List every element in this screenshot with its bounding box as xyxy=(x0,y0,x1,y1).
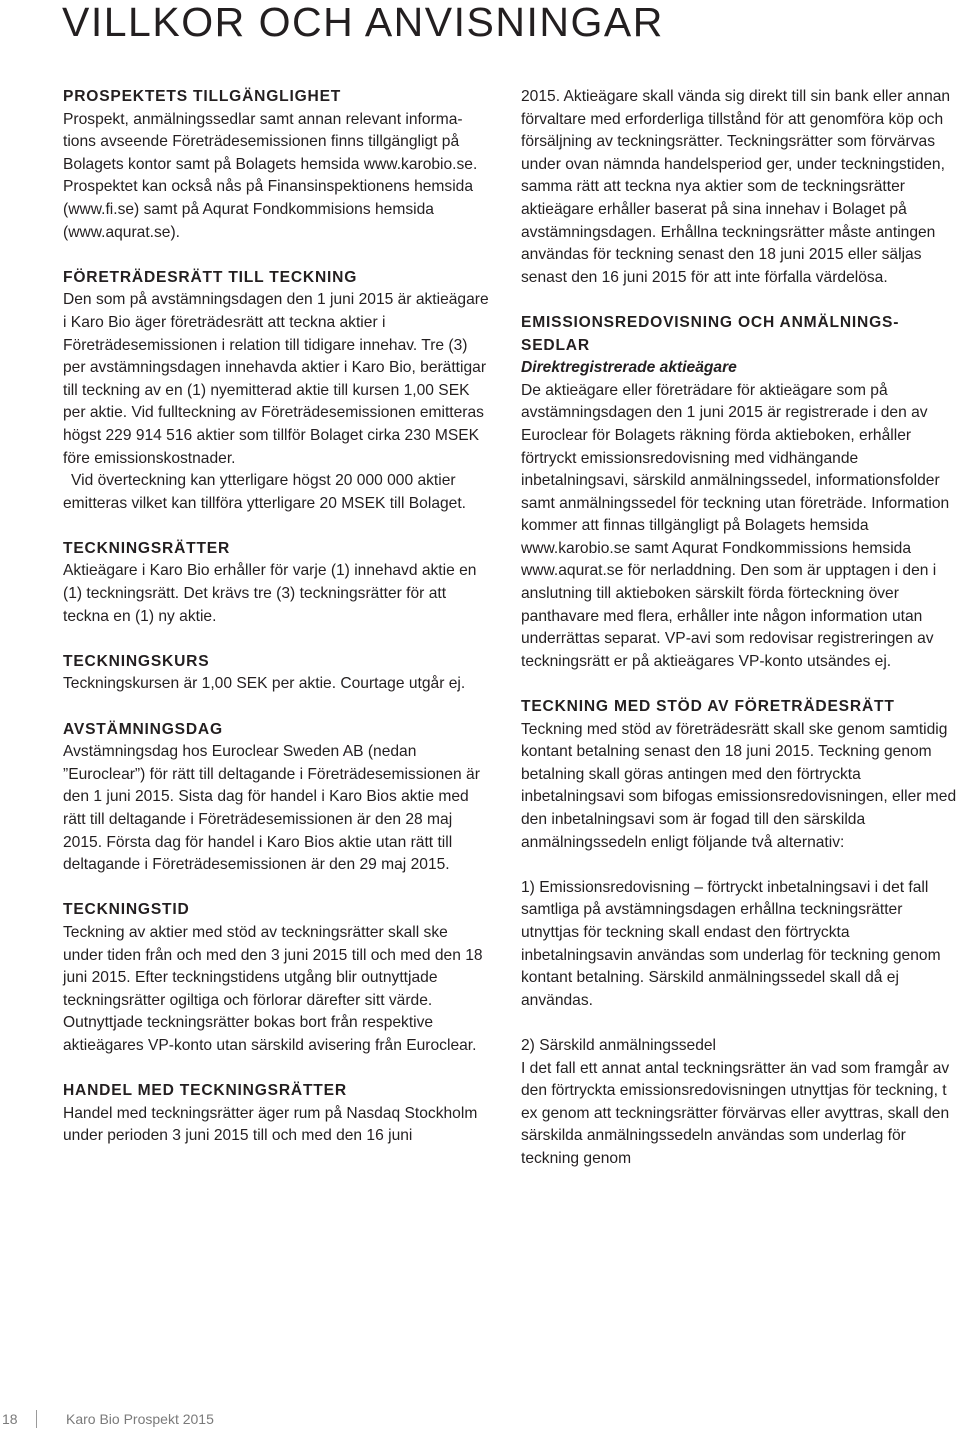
page-number: 18 xyxy=(2,1411,18,1427)
section-heading: PROSPEKTETS TILLGÄNGLIGHET xyxy=(63,88,342,105)
footer-divider xyxy=(36,1410,37,1428)
section-body: Prospekt, anmälningssedlar samt annan relevant informa-tions avseende Företrädesemissionen finns tillgängligt på Bolagets kontor samt på Bolagets hemsida www.karobio.se. Prospektet kan också nås på Finansinspektionens hemsida (www.fi.se) samt på Aqurat Fondkommisions hemsida (www.aqurat.se). xyxy=(63,110,478,241)
section-body: Teckning av aktier med stöd av teckningsrätter skall ske under tiden från och med den 3 juni 2015 till och med den 18 juni 2015. Efter teckningstidens utgång blir outnyttjade teckningsrätter ogiltiga och förlorar därefter sitt värde. Outnyttjade teckningsrätter bokas bort från respektive aktieägares VP-konto utan särskild avisering från Euroclear. xyxy=(63,923,483,1054)
section-body: Aktieägare i Karo Bio erhåller för varje (1) innehavd aktie en (1) teckningsrätt. Det krävs tre (3) teckningsrätter för att teckna en (1) ny aktie. xyxy=(63,562,477,625)
section-body: Vid överteckning kan ytterligare högst 20 000 000 aktier emitteras vilket kan tillföra ytterligare 20 MSEK till Bolaget. xyxy=(63,472,467,512)
section-foretradesratt xyxy=(63,267,491,516)
section-teckningskurs xyxy=(63,651,491,696)
right-column xyxy=(521,86,957,1171)
page-title: VILLKOR OCH ANVISNINGAR xyxy=(62,0,664,45)
section-heading: TECKNINGSRÄTTER xyxy=(63,539,231,557)
section-body: Handel med teckningsrätter äger rum på Nasdaq Stockholm under perioden 3 juni 2015 till och med den 16 juni xyxy=(63,1104,478,1145)
section-body: De aktieägare eller företrädare för aktieägare som på avstämningsdagen den 1 juni 2015 är registrerade i den av Euroclear för Bolagets räkning förda aktieboken, erhåller förtryckt emissionsredovisning med vidhängande inbetalningsavi, särskild anmälningssedel, informationsfolder samt anmälningssedel för teckning utan företräde. Information kommer att finnas tillgängligt på Bolagets hemsida www.karobio.se samt Aqurat Fondkommissions hemsida www.aqurat.se för nerladdning. Den som är upptagen i den i anslutning till aktieboken särskilt förda förteckning över panthavare med flera, erhåller inte någon information utan underrättas separat. VP-avi som redovisar registreringen av teckningsrätt er på aktieägares VP-konto utsändes ej. xyxy=(521,381,950,670)
continued-text: 2015. Aktieägare skall vända sig direkt till sin bank eller annan förvaltare med erforderliga tillstånd för att genomföra köp och försäljning av teckningsrätter. Teckningsrätter som förvärvas under ovan nämnda handelsperiod ger, under teckningstiden, samma rätt att teckna nya aktier som de teckningsrätter aktieägare erhåller baserat på sina innehav i Bolaget på avstämningsdagen. Erhållna teckningsrätter måste antingen användas för teckning senast den 18 juni 2015 eller säljas senast den 16 juni 2015 för att inte förfalla värdelösa. xyxy=(521,88,951,286)
section-heading: FÖRETRÄDESRÄTT TILL TECKNING xyxy=(63,268,358,286)
alternative-1: 1) Emissionsredovisning – förtryckt inbetalningsavi i det fall samtliga på avstämningsdagen erhållna teckningsrätter utnyttjas för teckning skall endast den förtryckta inbetalningsavin användas som underlag för teckning genom kontant betalning. Särskild anmälningssedel skall då ej användas. xyxy=(521,878,941,1009)
section-body: Teckning med stöd av företrädesrätt skall ske genom samtidig kontant betalning senast den 18 juni 2015. Teckning genom betalning skall göras antingen med den förtryckta inbetalningsavi som bifogas emissionsredovisningen, eller med den inbetalningsavi som är fogad till den särskilda anmälningssedeln enligt följande två alternativ: xyxy=(521,720,957,851)
section-emissionsredovisning xyxy=(521,312,957,674)
section-heading: EMISSIONSREDOVISNING OCH ANMÄLNINGS-SEDLAR xyxy=(521,313,900,354)
section-body: Den som på avstämningsdagen den 1 juni 2015 är aktieägare i Karo Bio äger företrädesrätt att teckna aktier i Företrädesemissionen i relation till tidigare innehav. Tre (3) per avstämningsdagen innehavda aktier i Karo Bio, berättigar till teckning av en (1) nyemitterad aktie till kursen 1,00 SEK per aktie. Vid fullteckning av Företrädesemissionen emitteras högst 229 914 516 aktier som tillför Bolaget cirka 230 MSEK före emissionskostnader. xyxy=(63,291,489,467)
section-handel-med-teckningsratter xyxy=(63,1080,491,1148)
section-heading: TECKNINGSTID xyxy=(63,901,190,919)
section-subheading: Direktregistrerade aktieägare xyxy=(521,359,737,377)
section-heading: HANDEL MED TECKNINGSRÄTTER xyxy=(63,1082,347,1100)
section-heading: AVSTÄMNINGSDAG xyxy=(63,720,223,738)
section-avstamningsdag xyxy=(63,719,491,877)
publication-name: Karo Bio Prospekt 2015 xyxy=(66,1411,214,1427)
alternative-2-title: 2) Särskild anmälningssedel xyxy=(521,1036,717,1054)
section-body: Avstämningsdag hos Euroclear Sweden AB (nedan ”Euroclear”) för rätt till deltagande i Företrädesemissionen är den 1 juni 2015. Sista dag för handel i Karo Bios aktie med rätt till deltagande i Företrädesemissionen är den 28 maj 2015. Första dag för handel i Karo Bios aktie utan rätt till deltagande i Företrädesemissionen är den 29 maj 2015. xyxy=(63,743,480,874)
left-column xyxy=(63,86,491,1148)
section-heading: TECKNING MED STÖD AV FÖRETRÄDESRÄTT xyxy=(521,698,895,716)
section-body: Teckningskursen är 1,00 SEK per aktie. Courtage utgår ej. xyxy=(63,675,466,693)
section-teckning-med-stod xyxy=(521,696,957,1170)
section-teckningsratter xyxy=(63,538,491,628)
section-heading: TECKNINGSKURS xyxy=(63,652,210,670)
section-teckningstid xyxy=(63,899,491,1057)
alternative-2-body: I det fall ett annat antal teckningsrätter än vad som framgår av den förtryckta emissionsredovisningen utnyttjas för teckning, t ex genom att teckningsrätter förvärvas eller avyttras, skall den särskilda anmälningssedeln användas som underlag för teckning genom xyxy=(521,1059,950,1167)
section-prospektets-tillganglighet xyxy=(63,86,491,244)
